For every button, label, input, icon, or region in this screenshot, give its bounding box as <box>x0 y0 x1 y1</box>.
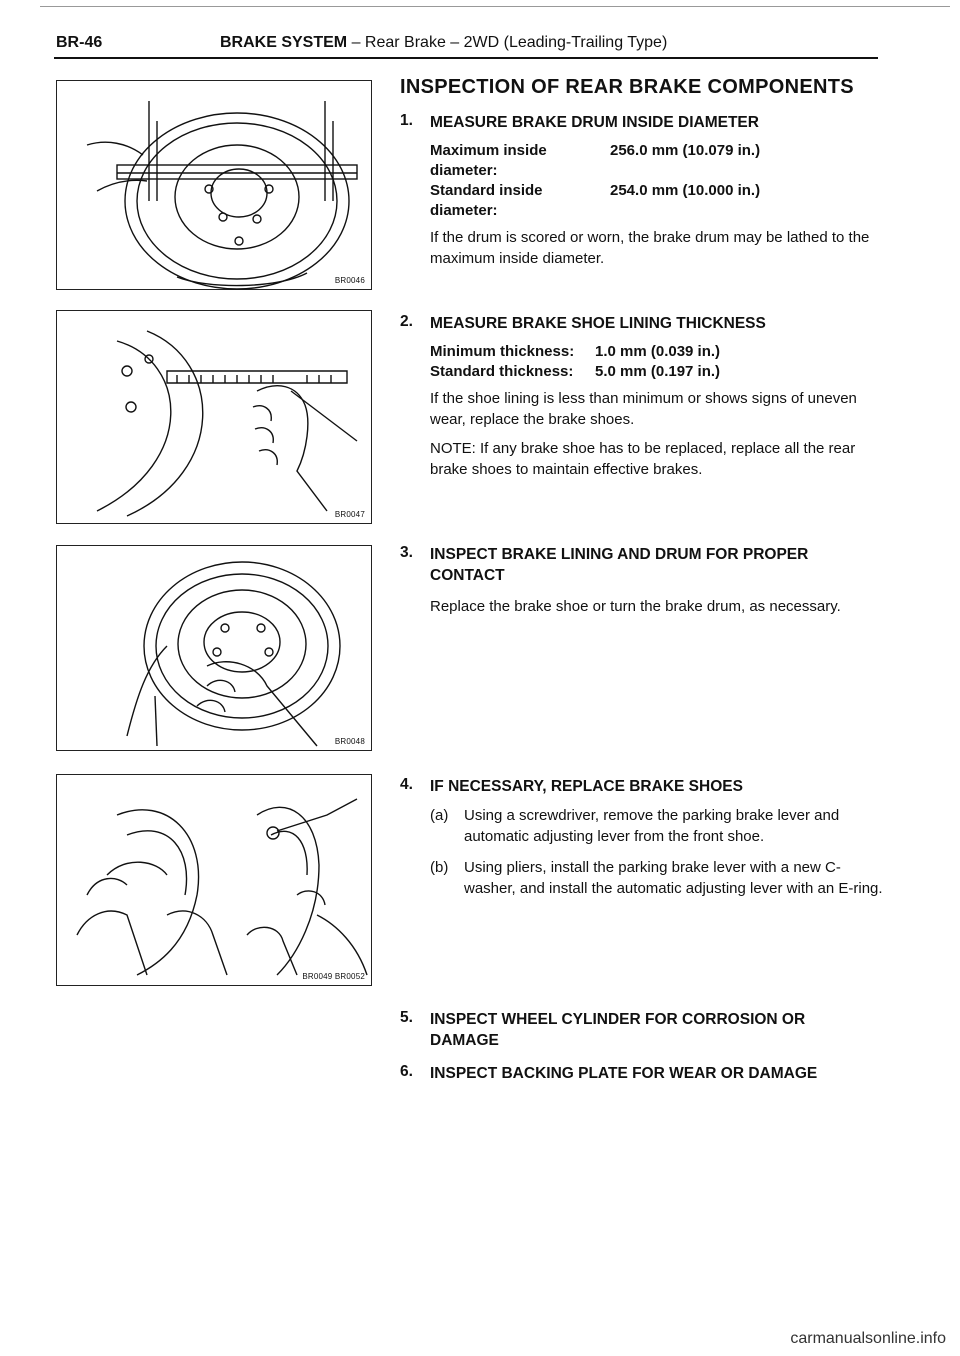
step-heading: INSPECT WHEEL CYLINDER FOR CORROSION OR DAMAGE <box>430 1011 806 1049</box>
section-title-bold: BRAKE SYSTEM <box>220 34 348 51</box>
figure-shoe-lining-measure <box>56 310 372 524</box>
figure-code: BR0047 <box>334 510 365 519</box>
figure-code: BR0049 BR0052 <box>302 972 365 981</box>
step-3 <box>400 544 890 617</box>
page-number: BR-46 <box>56 34 103 51</box>
substep-a <box>430 805 890 847</box>
spec-value: 1.0 mm (0.039 in.) <box>595 343 721 360</box>
drum-contact-illustration <box>57 546 373 752</box>
step-4 <box>400 776 890 899</box>
spec-label: Maximum inside diameter: <box>430 142 547 179</box>
step-heading: IF NECESSARY, REPLACE BRAKE SHOES <box>430 778 743 795</box>
step-number: 2. <box>400 313 413 330</box>
spec-table <box>430 141 890 221</box>
page-title: INSPECTION OF REAR BRAKE COMPONENTS <box>400 76 854 98</box>
substep-text: Using a screwdriver, remove the parking brake lever and automatic adjusting lever from the front shoe. <box>464 807 840 845</box>
step-heading: INSPECT BACKING PLATE FOR WEAR OR DAMAGE <box>430 1065 818 1082</box>
substep-text: Using pliers, install the parking brake lever with a new C-washer, and install the automatic adjusting lever with an E-ring. <box>464 859 883 897</box>
step-heading: MEASURE BRAKE SHOE LINING THICKNESS <box>430 315 766 332</box>
step-2 <box>400 313 890 480</box>
spec-label: Standard thickness: <box>430 363 574 380</box>
spec-value: 256.0 mm (10.079 in.) <box>610 142 761 159</box>
substep-b <box>430 857 890 899</box>
spec-value: 5.0 mm (0.197 in.) <box>595 363 721 380</box>
spec-label: Standard inside diameter: <box>430 182 543 219</box>
watermark: carmanualsonline.info <box>790 1330 946 1347</box>
section-title <box>220 34 667 52</box>
step-body: Replace the brake shoe or turn the brake drum, as necessary. <box>430 598 841 615</box>
drum-caliper-illustration <box>57 81 373 291</box>
step-number: 3. <box>400 544 413 561</box>
step-number: 4. <box>400 776 413 793</box>
spec-label: Minimum thickness: <box>430 343 575 360</box>
step-heading: MEASURE BRAKE DRUM INSIDE DIAMETER <box>430 114 759 131</box>
step-number: 5. <box>400 1009 413 1026</box>
spec-table <box>430 342 890 382</box>
figure-lining-drum-contact <box>56 545 372 751</box>
figure-code: BR0046 <box>334 276 365 285</box>
step-note: NOTE: If any brake shoe has to be replaced, replace all the rear brake shoes to maintain effective brakes. <box>430 440 856 478</box>
step-number: 6. <box>400 1063 413 1080</box>
step-number: 1. <box>400 112 413 129</box>
step-body: If the shoe lining is less than minimum or shows signs of uneven wear, replace the brake shoes. <box>430 390 857 428</box>
shoe-lining-illustration <box>57 311 373 525</box>
substep-label: (b) <box>430 859 449 876</box>
top-rule <box>40 6 950 7</box>
spec-value: 254.0 mm (10.000 in.) <box>610 182 761 199</box>
figure-code: BR0048 <box>334 737 365 746</box>
figure-brake-drum-caliper <box>56 80 372 290</box>
step-body: If the drum is scored or worn, the brake drum may be lathed to the maximum inside diameter. <box>430 229 870 267</box>
header-rule <box>54 57 878 59</box>
page-header <box>0 0 960 62</box>
substep-label: (a) <box>430 807 449 824</box>
step-heading: INSPECT BRAKE LINING AND DRUM FOR PROPER CONTACT <box>430 546 809 584</box>
step-5 <box>400 1009 890 1051</box>
step-6 <box>400 1063 890 1084</box>
section-title-rest: – Rear Brake – 2WD (Leading-Trailing Type) <box>347 34 668 51</box>
figure-replace-brake-shoes <box>56 774 372 986</box>
step-1 <box>400 112 890 269</box>
replace-shoes-illustration <box>57 775 373 987</box>
